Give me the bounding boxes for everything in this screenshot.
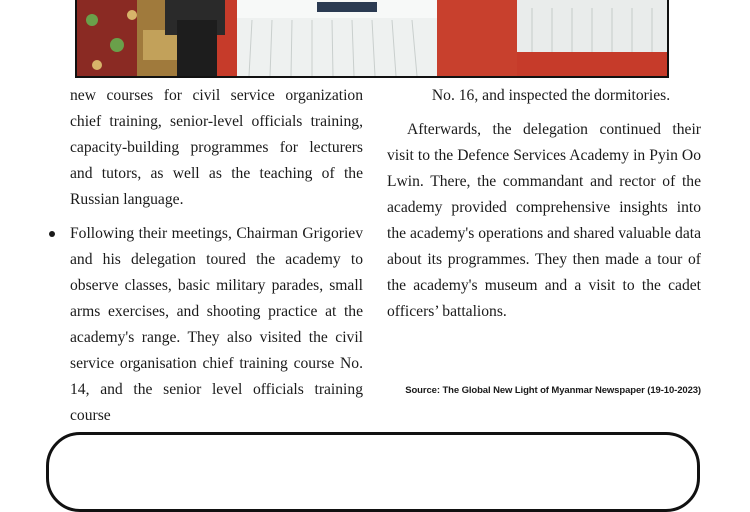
paragraph-defence-academy: Afterwards, the delegation continued their visit to the Defence Services Academy in Pyin Oo Lwin. There, the commandant and rector of the academy provided comprehensive insights into the academy's operations and shared valuable data about its programmes. They then made a tour of the academy's museum and a visit to the cadet officers’ battalions. bbox=[387, 121, 701, 320]
rounded-frame bbox=[46, 432, 700, 512]
bullet-text: Following their meetings, Chairman Grigoriev and his delegation toured the academy to observe classes, basic military parades, small arms exercises, and shooting practice at the academy's range. They also visited the civil service organisation chief training course No. 14, and the senior level officials training course bbox=[70, 225, 363, 424]
event-photo bbox=[75, 0, 669, 78]
conference-room-photo bbox=[77, 0, 667, 76]
paragraph-courses: new courses for civil service organization chief training, senior-level officials training, capacity-building programmes for lecturers and tutors, as well as the teaching of the Russian language. bbox=[70, 87, 363, 208]
bullet-icon bbox=[49, 231, 55, 237]
left-column bbox=[70, 83, 363, 429]
source-citation: Source: The Global New Light of Myanmar Newspaper (19-10-2023) bbox=[405, 385, 701, 396]
right-column bbox=[387, 83, 701, 325]
bullet-item bbox=[70, 221, 363, 429]
paragraph-dormitories: No. 16, and inspected the dormitories. bbox=[431, 87, 671, 104]
